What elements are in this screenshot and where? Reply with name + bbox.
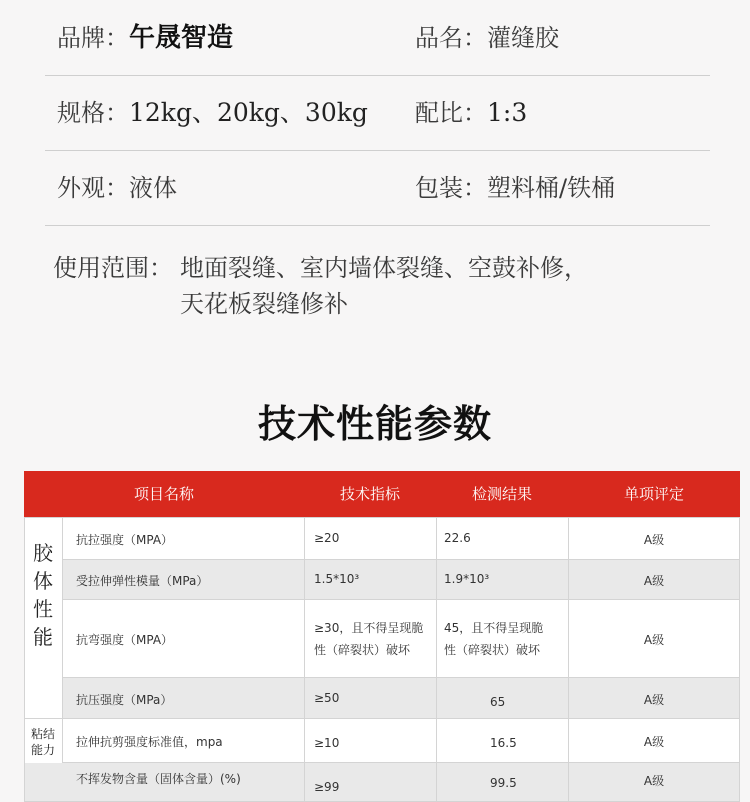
package-value: 塑料桶/铁桶 [487,174,616,202]
size-value: 12kg、20kg、30kg [129,98,368,127]
group-char: 性 [33,597,53,621]
spec-row-size [45,75,710,151]
appearance-value: 液体 [129,174,177,202]
table-row [24,762,740,801]
header-item-name: 项目名称 [133,485,194,503]
table-body [24,517,740,801]
ratio-value: 1:3 [487,98,528,127]
row-result: 1.9*10³ [444,572,490,586]
appearance-field [57,150,177,226]
appearance-label: 外观： [57,174,129,202]
row-grade: A级 [643,774,665,788]
row-result-line2: 性（碎裂状）破坏 [444,643,541,657]
row-item: 抗拉强度（MPA） [76,533,174,547]
row-item: 不挥发物含量（固体含量）(%) [76,772,241,786]
row-spec: ≥20 [314,531,340,545]
grid-line [304,517,305,801]
row-result: 16.5 [490,736,517,750]
header-spec: 技术指标 [339,485,400,503]
group-char: 胶 [33,541,53,565]
usage-label: 使用范围： [53,254,173,282]
grid-line [62,559,740,560]
group-label-bonding-ability [24,718,63,763]
spec-row-appearance [45,150,710,226]
table-header [24,471,740,517]
row-item: 抗压强度（MPa） [76,693,173,707]
grid-line [62,599,740,600]
grid-line [24,762,740,763]
size-label: 规格： [57,99,129,127]
tech-params-table [24,471,740,801]
header-result: 检测结果 [471,485,532,503]
spec-row-brand [45,0,710,76]
usage-value-line1: 地面裂缝、室内墙体裂缝、空鼓补修， [180,254,588,282]
row-result-line1: 45，且不得呈现脆 [444,621,544,635]
ratio-label: 配比： [415,99,487,127]
row-spec-line2: 性（碎裂状）破坏 [314,643,411,657]
row-spec: ≥99 [314,780,340,794]
row-grade: A级 [643,693,665,707]
row-grade: A级 [643,735,665,749]
grid-line [436,517,437,801]
divider [45,225,710,226]
usage-value-line2: 天花板裂缝修补 [180,290,348,318]
row-grade: A级 [643,633,665,647]
header-grade: 单项评定 [623,485,684,503]
table-row [24,718,740,762]
row-item: 受拉伸弹性模量（MPa） [76,574,209,588]
group-line: 能力 [30,743,55,757]
brand-field [57,0,233,76]
group-label-colloid-performance [24,517,63,718]
table-row [24,559,740,599]
group-char: 能 [33,625,53,649]
brand-label: 品牌： [57,24,129,52]
grid-line [568,517,569,801]
row-spec-line1: ≥30，且不得呈现脆 [314,621,424,635]
grid-line [62,677,740,678]
row-spec: 1.5*10³ [314,572,360,586]
table-row [24,677,740,718]
row-result: 22.6 [444,531,471,545]
section-title: 技术性能参数 [257,402,492,446]
product-name-label: 品名： [415,24,487,52]
package-field [415,150,615,226]
brand-value: 午晟智造 [129,23,234,53]
table-row [24,599,740,677]
row-item: 拉伸抗剪强度标准值，mpa [76,735,223,749]
row-spec: ≥50 [314,691,340,705]
row-result: 65 [490,695,506,709]
product-name-field [415,0,559,76]
row-result: 99.5 [490,776,517,790]
row-item: 抗弯强度（MPA） [76,633,174,647]
ratio-field [415,75,527,151]
row-grade: A级 [643,574,665,588]
row-grade: A级 [643,533,665,547]
table-row [24,517,740,559]
package-label: 包装： [415,174,487,202]
group-char: 体 [33,569,53,593]
row-spec: ≥10 [314,736,340,750]
group-line: 粘结 [30,727,55,741]
product-name-value: 灌缝胶 [487,24,559,52]
size-field [57,75,368,151]
grid-line [62,718,740,719]
